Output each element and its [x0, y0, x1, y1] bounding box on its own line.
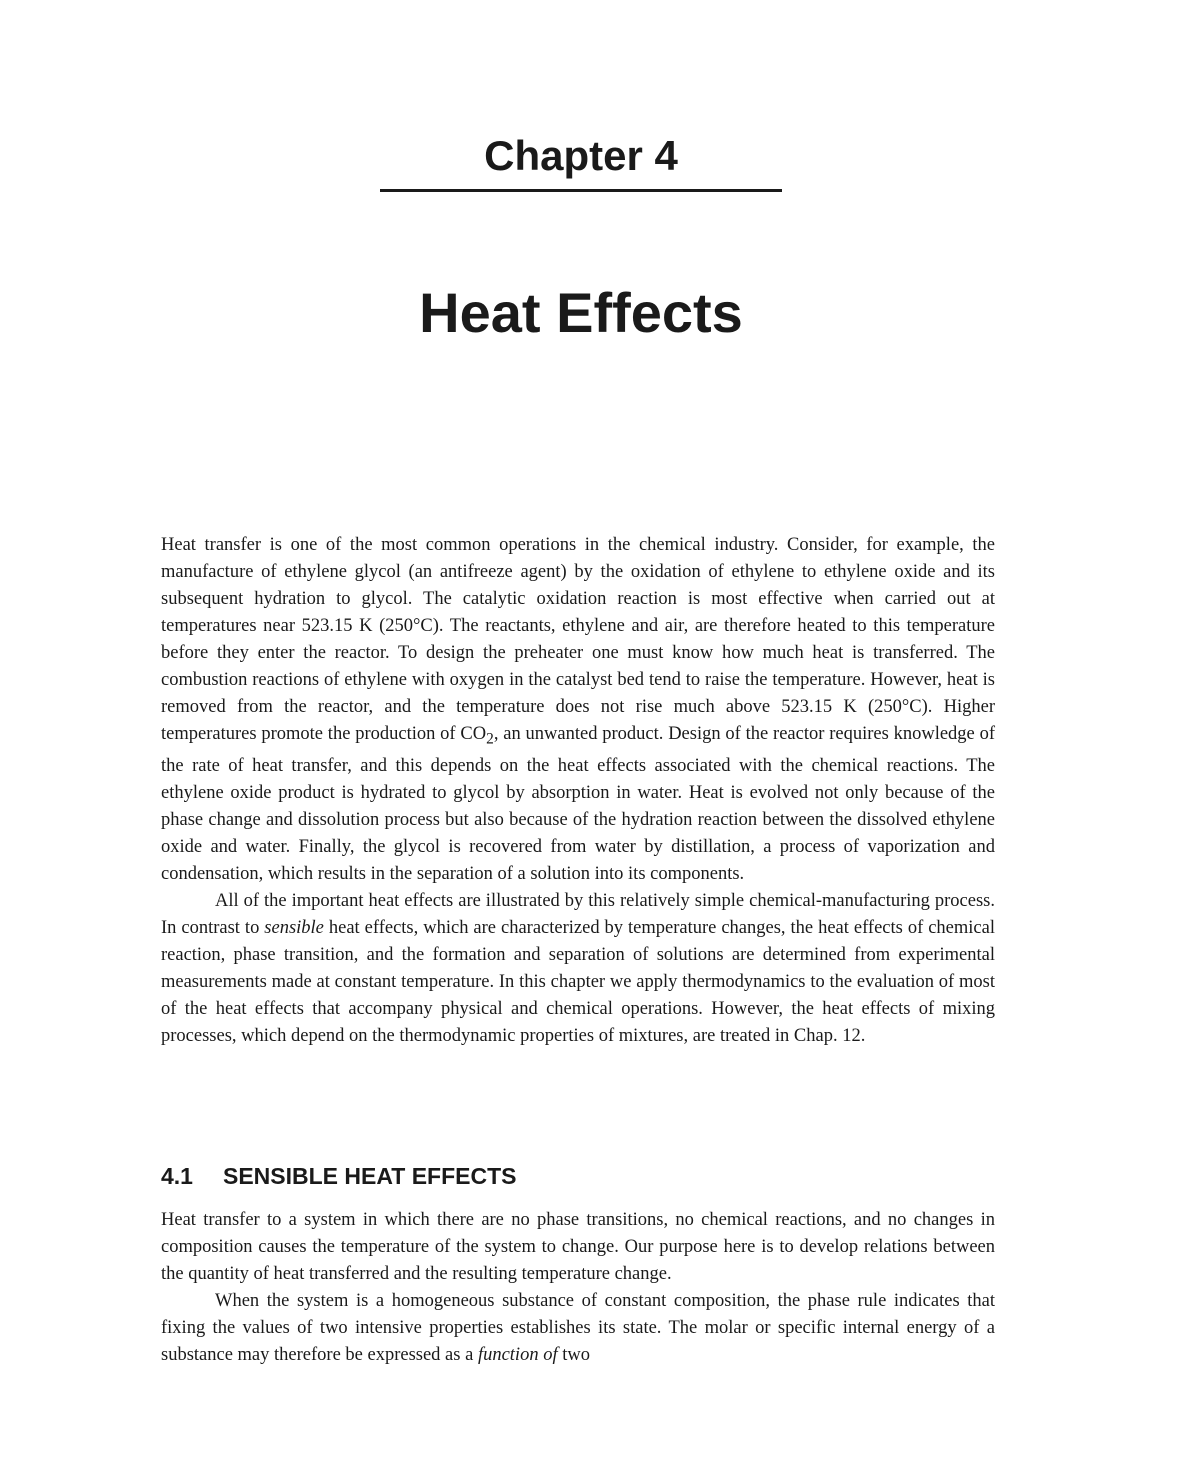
intro-text [161, 532, 995, 1050]
intro-paragraph-1 [161, 532, 995, 888]
section-paragraph-1: Heat transfer to a system in which there are no phase transitions, no chemical reactions, and no changes in composition causes the temperature of the system to change. Our purpose here is to develop relations between the quantity of heat transferred and the resulting temperature change. [161, 1210, 995, 1284]
function-of-emphasis: function of [477, 1345, 558, 1365]
section-title: SENSIBLE HEAT EFFECTS [223, 1163, 517, 1189]
intro-paragraph-2-text-b: heat effects, which are characterized by temperature changes, the heat effects of chemical reaction, phase transition, and the formation and separation of solutions are determined from experimental measurements made at constant temperature. In this chapter we apply thermodynamics to the evaluation of most of the heat effects that accompany physical and chemical operations. However, the heat effects of mixing processes, which depend on the thermodynamic properties of mixtures, are treated in Chap. 12. [161, 917, 995, 1046]
chapter-rule [380, 189, 782, 192]
intro-paragraph-2 [161, 888, 995, 1050]
sensible-emphasis: sensible [264, 917, 324, 938]
intro-paragraph-1-continued: , an unwanted product. Design of the reactor requires knowledge of the rate of heat transfer, and this depends on the heat effects associated with the chemical reactions. The ethylene oxide product is hydrated to glycol by absorption in water. Heat is evolved not only because of the phase change and dissolution process but also because of the hydration reaction between the dissolved ethylene oxide and water. Finally, the glycol is recovered from water by distillation, a process of vaporization and condensation, which results in the separation of a solution into its components. [161, 724, 995, 884]
co2-subscript: 2 [486, 730, 494, 748]
section-paragraph-2-text-a: When the system is a homogeneous substance of constant composition, the phase rule indicates that fixing the values of two intensive properties establishes its state. The molar or specific internal energy of a substance may therefore be expressed as a [161, 1291, 995, 1365]
section-paragraph-2 [161, 1288, 995, 1369]
section-text [161, 1207, 995, 1369]
intro-paragraph-1-text: Heat transfer is one of the most common operations in the chemical industry. Consider, for example, the manufacture of ethylene glycol (an antifreeze agent) by the oxidation of ethylene to ethylene oxide and its subsequent hydration to glycol. The catalytic oxidation reaction is most effective when carried out at temperatures near 523.15 K (250°C). The reactants, ethylene and air, are therefore heated to this temperature before they enter the reactor. To design the preheater one must know how much heat is transferred. The combustion reactions of ethylene with oxygen in the catalyst bed tend to raise the temperature. However, heat is removed from the reactor, and the temperature does not rise much above 523.15 K (250°C). Higher temperatures promote the production of CO [161, 535, 995, 744]
section-heading [161, 1160, 517, 1192]
chapter-title: Heat Effects [419, 281, 743, 344]
section-paragraph-2-text-b: two [557, 1345, 590, 1365]
chapter-label: Chapter 4 [484, 132, 678, 179]
intro-paragraph-2-text-a: All of the important heat effects are illustrated by this relatively simple chemical-manufacturing process. In contrast to [161, 890, 995, 938]
section-number: 4.1 [161, 1163, 193, 1189]
